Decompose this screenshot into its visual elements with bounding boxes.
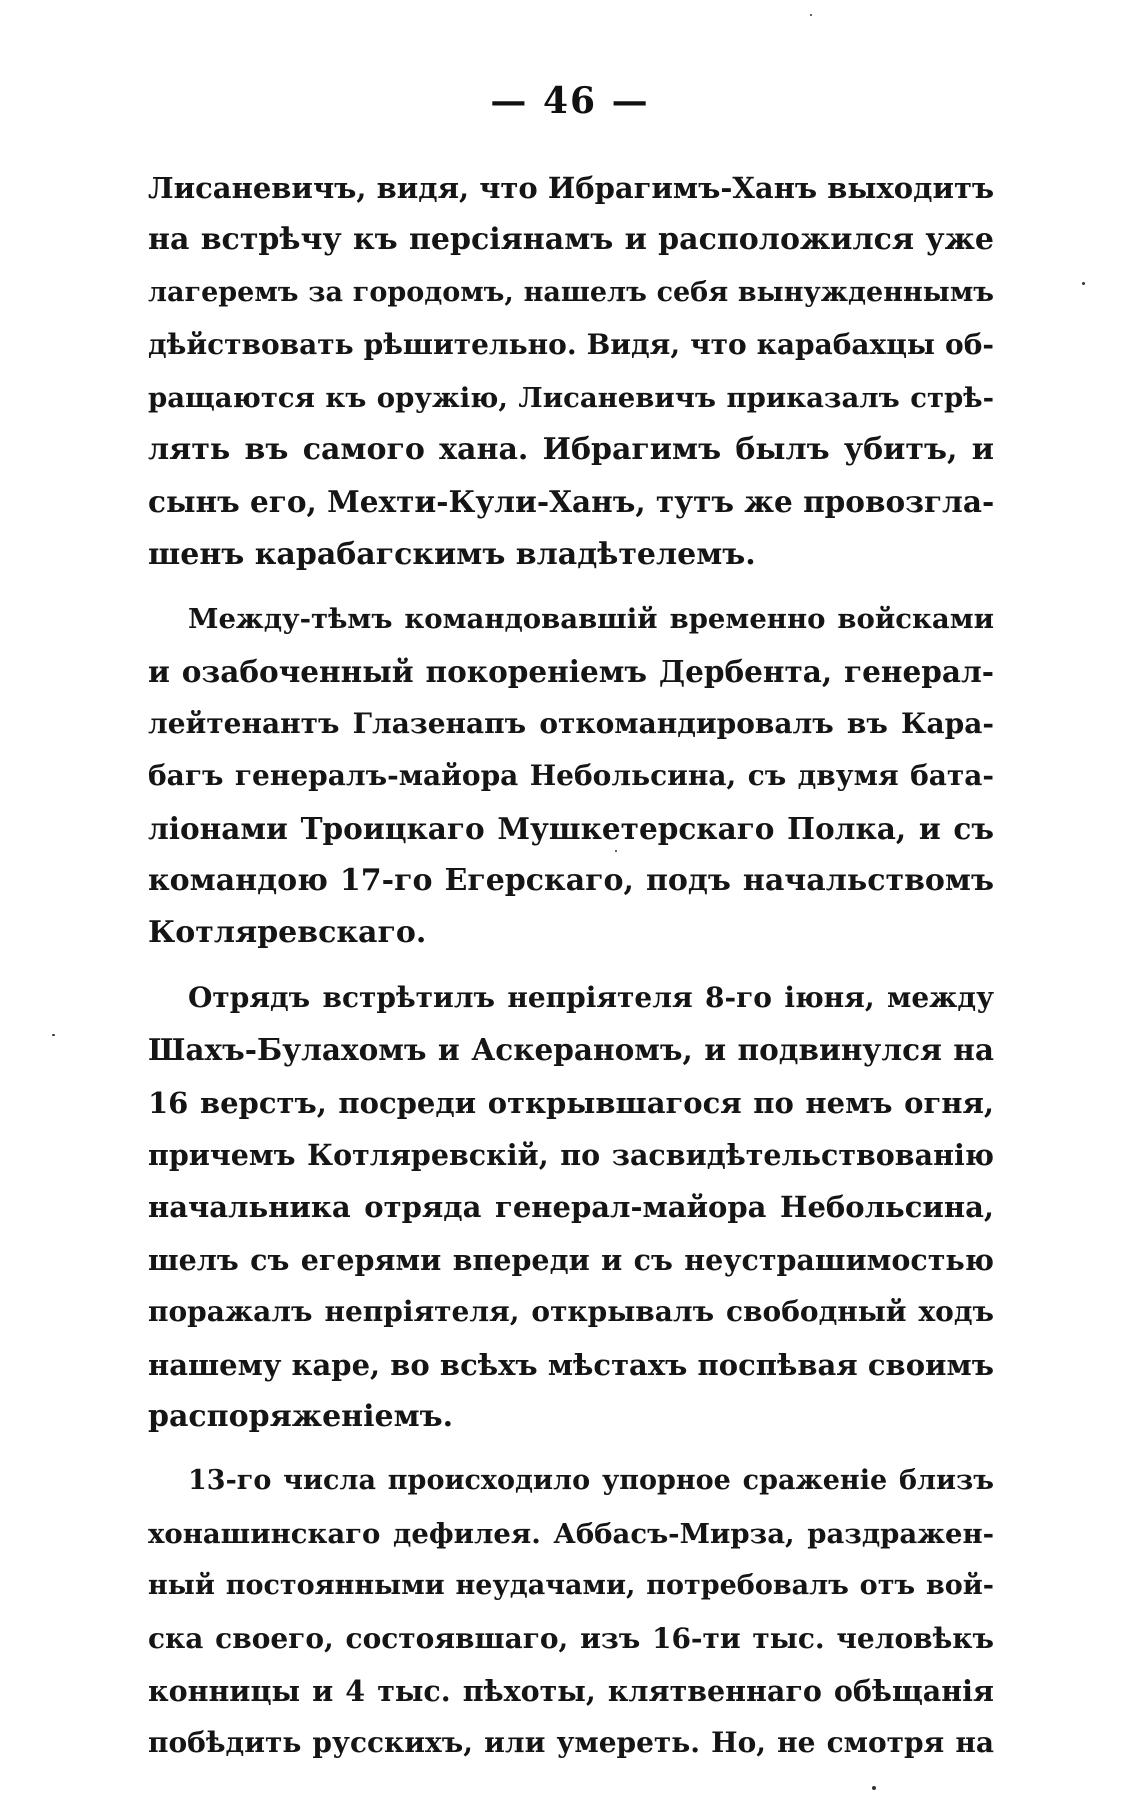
text-line: поражалъ непріятеля, открывалъ свободный ходъ bbox=[148, 1295, 994, 1329]
text-line: ный постоянными неудачами, потребовалъ отъ вой- bbox=[148, 1570, 994, 1602]
text-line: 13-го числа происходило упорное сраженіе близъ bbox=[188, 1465, 994, 1497]
paragraph bbox=[148, 1455, 994, 1769]
paragraph-gap bbox=[148, 581, 994, 593]
paragraph-gap bbox=[148, 960, 994, 972]
text-line: на встрѣчу къ персіянамъ и расположился уже bbox=[148, 222, 994, 258]
text-line: командою 17-го Егерскаго, подъ начальствомъ bbox=[148, 863, 994, 899]
text-line: лять въ самого хана. Ибрагимъ былъ убитъ, и bbox=[148, 431, 994, 467]
text-line: Между-тѣмъ командовавшій временно войсками bbox=[188, 603, 994, 636]
text-line: шенъ карабагскимъ владѣтелемъ. bbox=[148, 536, 756, 572]
text-line: лагеремъ за городомъ, нашелъ себя вынужденнымъ bbox=[148, 276, 994, 308]
text-line: Шахъ-Булахомъ и Аскераномъ, и подвинулся на bbox=[148, 1032, 994, 1068]
text-line: хонашинскаго дефилея. Аббасъ-Мирза, раздражен- bbox=[148, 1517, 994, 1550]
text-line: Отрядъ встрѣтилъ непріятеля 8-го іюня, между bbox=[188, 980, 994, 1014]
text-line: багъ генералъ-майора Небольсина, съ двумя бата- bbox=[148, 759, 994, 793]
text-line: Котляревскаго. bbox=[148, 915, 427, 951]
text-line: и озабоченный покореніемъ Дербента, генерал- bbox=[148, 653, 994, 689]
text-line: лейтенантъ Глазенапъ откомандировалъ въ Кара- bbox=[148, 706, 994, 740]
scan-speck bbox=[810, 14, 812, 16]
paragraph bbox=[148, 972, 994, 1444]
scan-speck bbox=[872, 1786, 876, 1790]
text-line: дѣйствовать рѣшительно. Видя, что карабахцы об- bbox=[148, 328, 994, 362]
paragraph bbox=[148, 593, 994, 960]
scan-speck bbox=[1082, 282, 1085, 285]
text-line: сынъ его, Мехти-Кули-Ханъ, тутъ же провозгла- bbox=[148, 484, 995, 520]
scan-speck bbox=[52, 1034, 55, 1036]
text-line: ліонами Троицкаго Мушкетерскаго Полка, и съ bbox=[148, 810, 994, 846]
text-line: нашему каре, во всѣхъ мѣстахъ поспѣвая своимъ bbox=[148, 1347, 994, 1382]
text-line: конницы и 4 тыс. пѣхоты, клятвеннаго обѣщанія bbox=[148, 1673, 994, 1708]
text-line: ращаются къ оружію, Лисаневичъ приказалъ стрѣ- bbox=[148, 381, 994, 414]
text-line: Лисаневичъ, видя, что Ибрагимъ-Ханъ выходитъ bbox=[148, 171, 995, 205]
text-line: шелъ съ егерями впереди и съ неустрашимостью bbox=[148, 1242, 994, 1277]
text-line: причемъ Котляревскій, по засвидѣтельствованію bbox=[148, 1138, 994, 1173]
body-text bbox=[148, 162, 994, 1770]
text-line: ска своего, состоявшаго, изъ 16-ти тыс. человѣкъ bbox=[148, 1621, 994, 1655]
scan-speck bbox=[615, 850, 617, 852]
paragraph bbox=[148, 162, 994, 581]
paragraph-gap bbox=[148, 1443, 994, 1455]
text-line: побѣдить русскихъ, или умереть. Но, не смотря на bbox=[148, 1726, 994, 1760]
text-line: распоряженіемъ. bbox=[148, 1398, 454, 1434]
text-line: 16 верстъ, посреди открывшагося по немъ огня, bbox=[148, 1085, 994, 1120]
page-number: — 46 — bbox=[490, 80, 650, 122]
text-line: начальника отряда генерал-майора Небольсина, bbox=[148, 1190, 994, 1225]
